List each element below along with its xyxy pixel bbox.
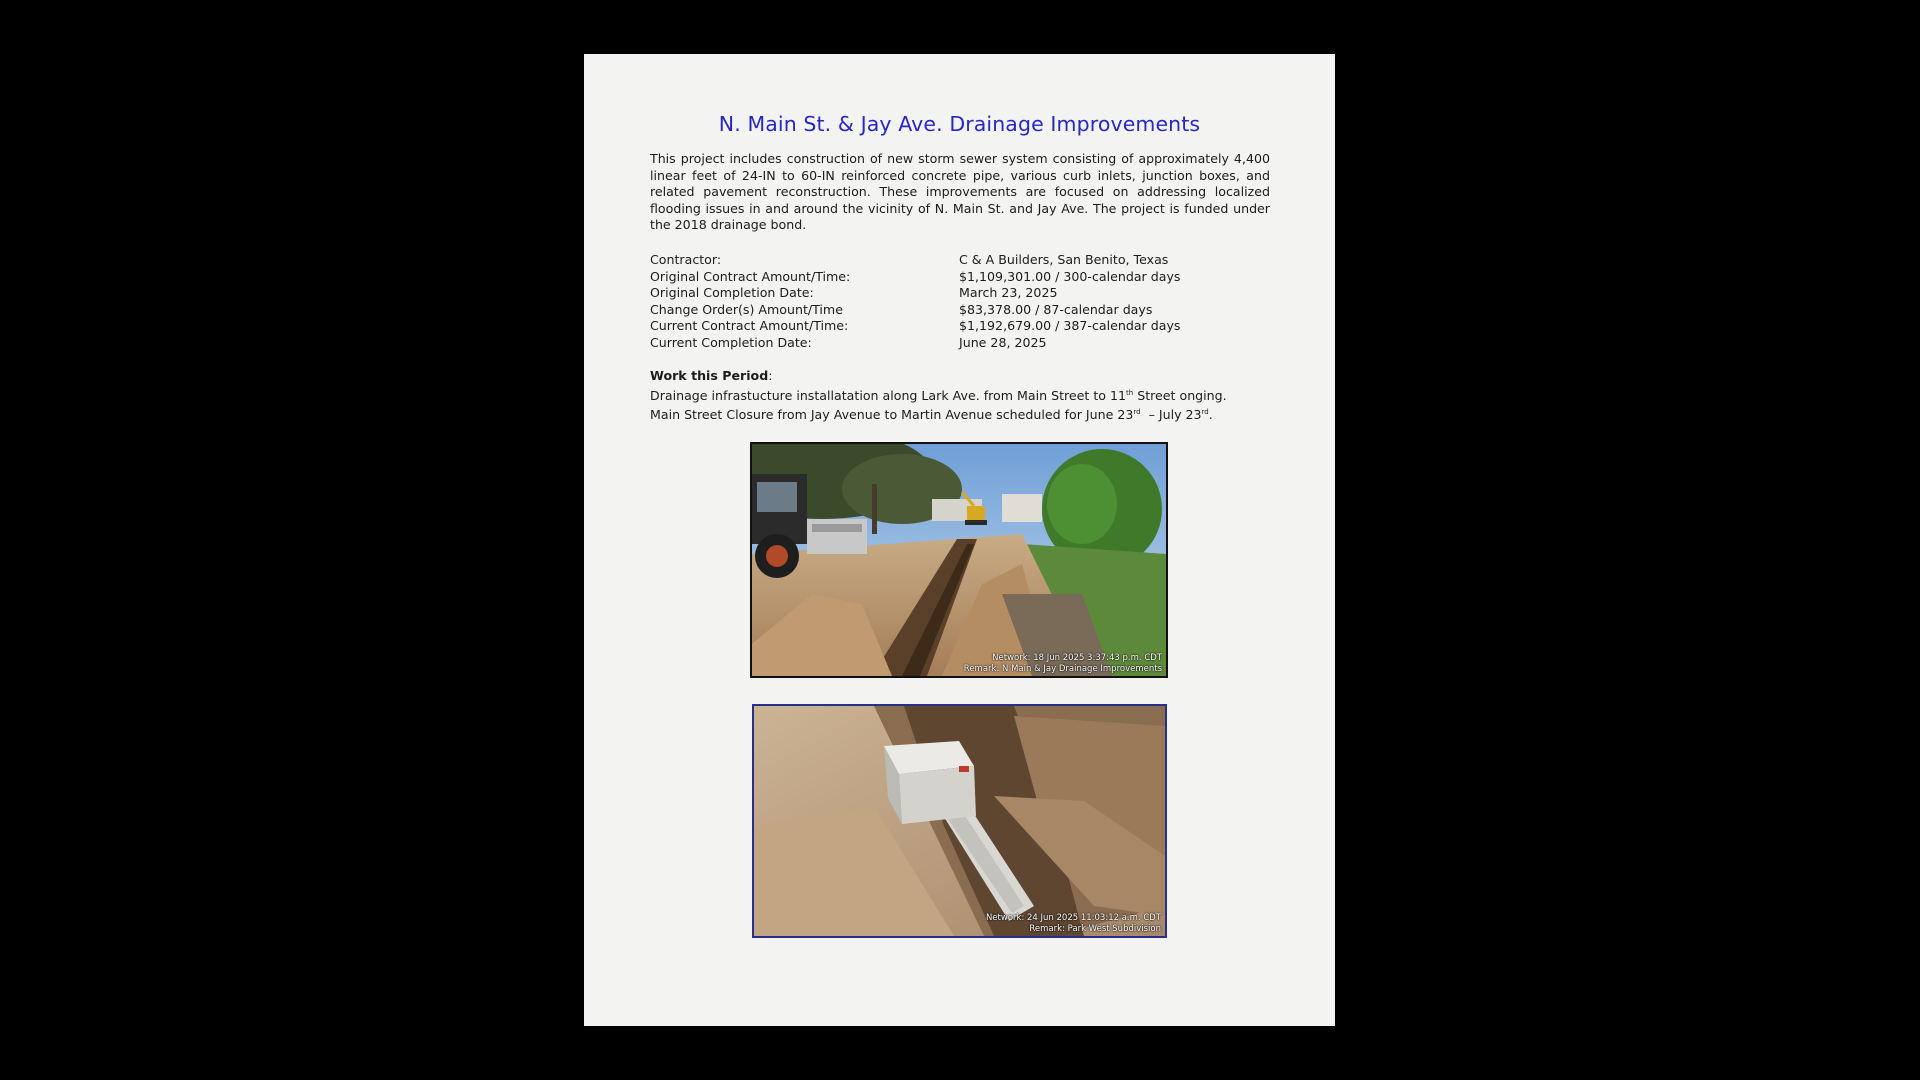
work-line-text: Main Street Closure from Jay Avenue to Martin Avenue scheduled for June 23 <box>650 407 1134 423</box>
detail-label: Current Completion Date: <box>650 334 812 350</box>
remark-line: Remark: Park West Subdivision <box>1029 923 1161 934</box>
detail-row-original-contract <box>650 269 1270 286</box>
detail-value: June 28, 2025 <box>959 334 1047 350</box>
detail-row-current-completion <box>650 335 1270 352</box>
work-heading: Work this Period <box>650 368 769 383</box>
detail-label: Contractor: <box>650 252 722 267</box>
ordinal-suffix: rd <box>1133 408 1141 417</box>
detail-label: Original Completion Date: <box>650 285 814 301</box>
junction-box-image <box>754 706 1165 936</box>
work-line-text: . <box>1208 407 1213 423</box>
construction-photo-1 <box>750 442 1168 678</box>
timestamp-line: Network: 24 Jun 2025 11:03:12 a.m. CDT <box>985 913 1161 923</box>
work-line-text: Street onging. <box>1133 387 1227 403</box>
detail-row-original-completion <box>650 285 1270 302</box>
work-line-text: – July 23 <box>1140 407 1202 423</box>
document-page <box>584 54 1335 1026</box>
photo-timestamp <box>964 653 1162 674</box>
work-line-text: Drainage infrastucture installatation along Lark Ave. from Main Street to 11 <box>650 387 1127 403</box>
detail-label: Change Order(s) Amount/Time <box>650 301 843 317</box>
photo-timestamp <box>986 913 1161 934</box>
detail-row-contractor <box>650 252 1270 269</box>
ordinal-suffix: rd <box>1201 408 1209 417</box>
detail-label: Original Contract Amount/Time: <box>650 268 851 284</box>
remark-line: Remark: N Main & Jay Drainage Improvements <box>963 663 1162 674</box>
detail-value: $1,109,301.00 / 300-calendar days <box>959 268 1181 284</box>
detail-value: $1,192,679.00 / 387-calendar days <box>959 318 1181 334</box>
detail-label: Current Contract Amount/Time: <box>650 318 849 334</box>
detail-value: C & A Builders, San Benito, Texas <box>959 252 1169 267</box>
work-line-2 <box>650 404 1290 424</box>
work-heading-line: Work this Period: <box>650 368 773 383</box>
detail-row-change-orders <box>650 302 1270 319</box>
detail-value: March 23, 2025 <box>959 285 1058 301</box>
trench-excavation-image <box>752 444 1166 676</box>
detail-value: $83,378.00 / 87-calendar days <box>959 301 1153 317</box>
ordinal-suffix: th <box>1126 388 1134 397</box>
construction-photo-2 <box>752 704 1167 938</box>
work-this-period <box>650 368 1290 424</box>
timestamp-line: Network: 18 Jun 2025 3:37:43 p.m. CDT <box>992 653 1162 663</box>
detail-row-current-contract <box>650 318 1270 335</box>
document-title: N. Main St. & Jay Ave. Drainage Improvements <box>718 112 1201 136</box>
project-description: This project includes construction of new storm sewer system consisting of approximately 4,400 linear feet of 24-IN to 60-IN reinforced concrete pipe, various curb inlets, junction boxes, and related pavement reconstruction. These improvements are focused on addressing localized flooding issues in and around the vicinity of N. Main St. and Jay Ave. The project is funded under the 2018 drainage bond. <box>650 151 1270 233</box>
work-line-1 <box>650 385 1290 405</box>
contract-details <box>650 252 1270 352</box>
